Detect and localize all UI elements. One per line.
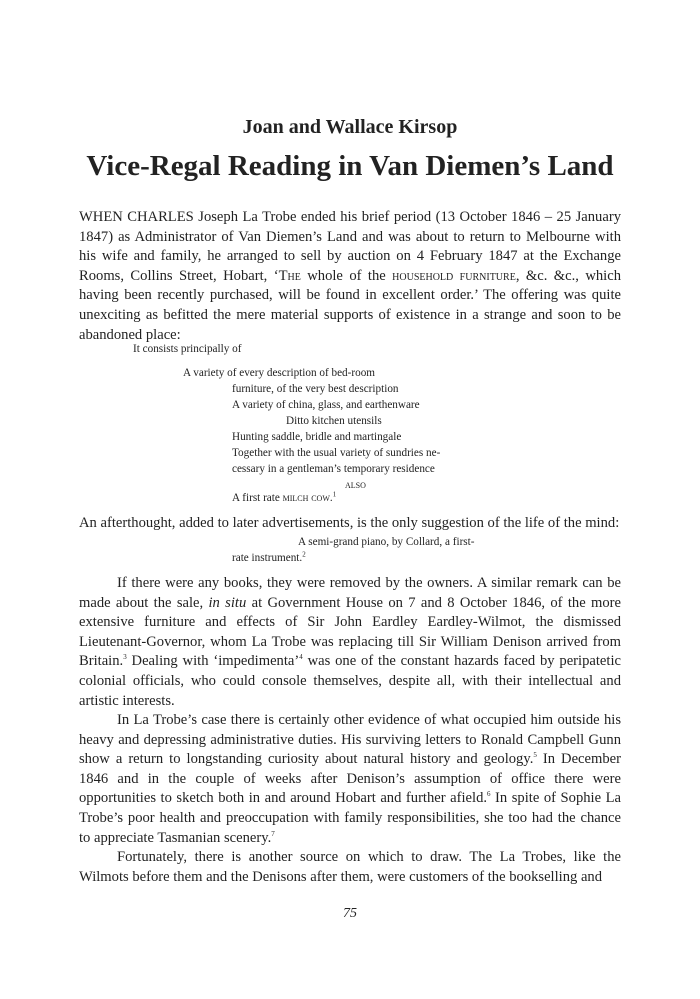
footnote-ref: 6 (487, 790, 491, 799)
paragraph-3: If there were any books, they were removed by the owners. A similar remark can be made about the sale, in situ at Government House on 7 and 8 October 1846, of the more extensive furniture and effects of Sir John Eardley Eardley-Wilmot, the dismissed Lieutenant-Governor, whom La Trobe was replacing till Sir William Denison arrived from Britain.$^3$ Dealing with ‘impedimenta’$^4$ was one of the constant hazards faced by peripatetic colonial officials, who could console themselves, despite all, with their intellectual and artistic interests. (79, 575, 621, 709)
footnote-ref: 4 (299, 653, 303, 662)
footnote-ref: 7 (271, 829, 275, 838)
author-name: Joan and Wallace Kirsop (242, 116, 458, 138)
page-number: 75 (343, 906, 357, 921)
paragraph-5: Fortunately, there is another source on which to draw. The La Trobes, like the Wilmots before them and the Denisons after them, were customers of the bookselling and (79, 849, 621, 885)
footnote-ref: 5 (533, 751, 537, 760)
paragraph-1: WHEN CHARLES Joseph La Trobe ended his brief period (13 October 1846 – 25 January 1847) as Administrator of Van Diemen’s Land and was about to return to Melbourne with his wife and family, he arranged to sell by auction on 4 February 1847 at the Exchange Rooms, Collins Street, Hobart, ‘The whole of the household furniture, &c. &c., which having been recently purchased, will be found in excellent order.’ The offering was quite unexciting as befitted the mere material supports of existence in a strange and soon to be abandoned place: (79, 209, 621, 343)
footnote-ref: 1 (332, 490, 337, 499)
paragraph-1-lead: WHEN CHARLES (79, 209, 194, 225)
article-title: Vice-Regal Reading in Van Diemen’s Land (86, 150, 614, 182)
paragraph-2: An afterthought, added to later advertisements, is the only suggestion of the life of the mind: (79, 515, 620, 531)
paragraph-4: In La Trobe’s case there is certainly other evidence of what occupied him outside his heavy and depressing administrative duties. His surviving letters to Ronald Campbell Gunn show a return to longstanding curiosity about natural history and geology.$^5$ In December 1846 and in the couple of weeks after Denison’s assumption of office there were opportunities to sketch both in and around Hobart and further afield.$^6$ In spite of Sophie La Trobe’s poor health and preoccupation with family responsibilities, she too had the chance to appreciate Tasmanian scenery.$^7$ (79, 712, 621, 846)
footnote-ref: 3 (123, 653, 127, 662)
footnote-ref: 2 (302, 550, 306, 559)
